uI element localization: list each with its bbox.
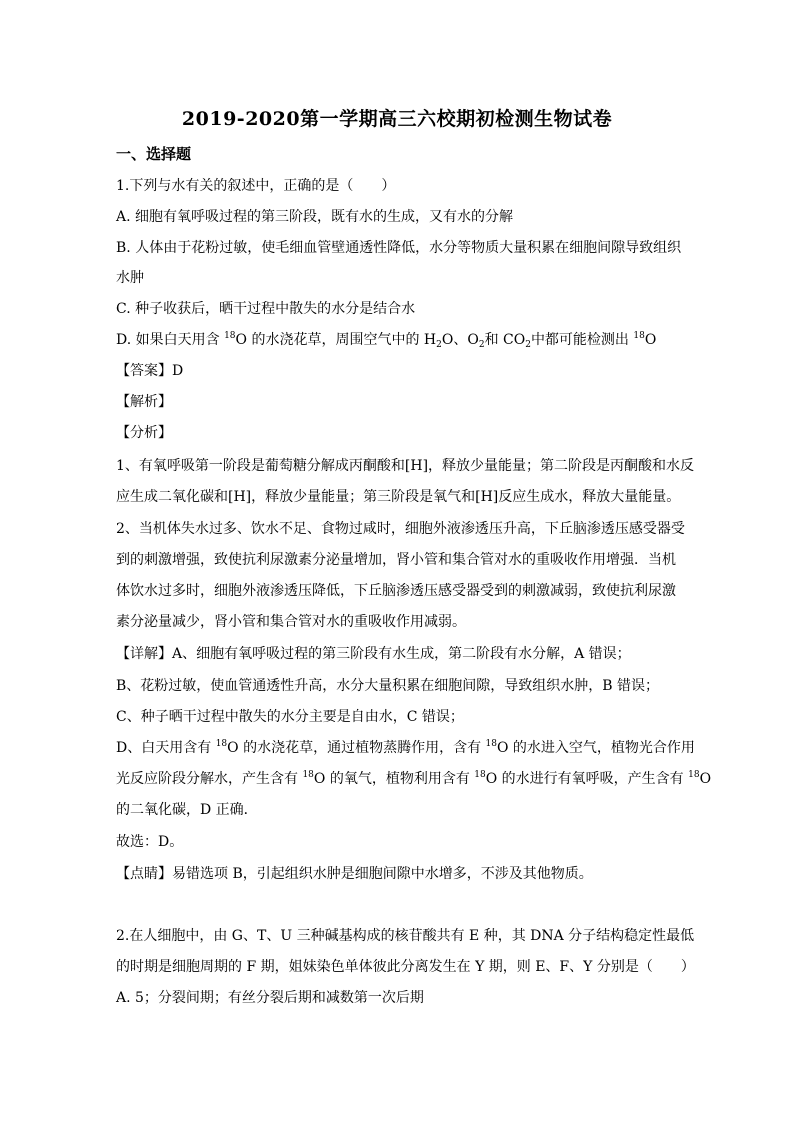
detail-c: C、种子晒干过程中散失的水分主要是自由水，C 错误；: [116, 709, 464, 725]
answer-label: 【答案】D: [116, 363, 184, 379]
analysis-heading: 【解析】: [116, 394, 172, 410]
text-run: D. 如果白天用含: [116, 332, 225, 348]
question-2-option-a: A. 5；分裂间期；有丝分裂后期和减数第一次后期: [116, 990, 424, 1006]
choose-answer: 故选：D。: [116, 834, 184, 850]
text-run: 和 CO: [484, 332, 526, 348]
analysis-paragraph-1-line1: 1、有氧呼吸第一阶段是葡萄糖分解成丙酮酸和[H]，释放少量能量；第二阶段是丙酮酸和水反: [116, 458, 695, 474]
isotope-superscript: 18: [302, 770, 314, 780]
page-title: 2019-2020第一学期高三六校期初检测生物试卷: [181, 108, 613, 130]
analysis-paragraph-1-line2: 应生成二氧化碳和[H]，释放少量能量；第三阶段是氧气和[H]反应生成水，释放大量能量。: [116, 489, 681, 505]
question-2-stem-line1: 2.在人细胞中，由 G、T、U 三种碱基构成的核苷酸共有 E 种，其 DNA 分子结构稳定性最低: [116, 928, 695, 944]
section-heading: 一、选择题: [116, 145, 192, 163]
question-1-option-a: A. 细胞有氧呼吸过程的第三阶段，既有水的生成，又有水的分解: [116, 209, 514, 225]
isotope-superscript: 18: [224, 331, 236, 341]
question-2-stem-line2: 的时期是细胞周期的 F 期，姐妹染色单体彼此分离发生在 Y 期，则 E、F、Y 分别是（ ）: [116, 959, 695, 975]
question-1-option-b-line2: 水肿: [116, 270, 144, 286]
detail-a: 【详解】A、细胞有氧呼吸过程的第三阶段有水生成，第二阶段有水分解，A 错误；: [116, 646, 631, 662]
text-run: O: [699, 771, 712, 787]
dianjing-note: 【点睛】易错选项 B，引起组织水肿是细胞间隙中水增多，不涉及其他物质。: [116, 866, 593, 882]
detail-d-line2: [116, 769, 711, 789]
isotope-superscript: 18: [633, 331, 645, 341]
text-run: D、白天用含有: [116, 740, 216, 756]
detail-b: B、花粉过敏，使血管通透性升高，水分大量积累在细胞间隙，导致组织水肿，B 错误；: [116, 678, 660, 694]
isotope-superscript: 18: [485, 739, 497, 749]
fenxi-heading: 【分析】: [116, 425, 172, 441]
analysis-paragraph-2-line2: 到的刺激增强，致使抗利尿激素分泌量增加，肾小管和集合管对水的重吸收作用增强．当机: [116, 552, 676, 568]
subscript: 2: [436, 340, 442, 350]
analysis-paragraph-2-line1: 2、当机体失水过多、饮水不足、食物过咸时，细胞外液渗透压升高，下丘脑渗透压感受器受: [116, 521, 685, 537]
question-1-option-b-line1: B. 人体由于花粉过敏，使毛细血管壁通透性降低，水分等物质大量积累在细胞间隙导致组织: [116, 240, 682, 256]
text-run: O 的水进行有氧呼吸，产生含有: [485, 771, 689, 787]
text-run: 中都可能检测出: [530, 332, 634, 348]
detail-d-line3: 的二氧化碳，D 正确．: [116, 802, 258, 818]
text-run: O、O: [441, 332, 479, 348]
text-run: O 的水进入空气，植物光合作用: [496, 740, 695, 756]
isotope-superscript: 18: [474, 770, 486, 780]
isotope-superscript: 18: [215, 739, 228, 749]
question-1-option-c: C. 种子收获后，晒干过程中散失的水分是结合水: [116, 301, 416, 317]
subscript: 2: [478, 340, 485, 350]
subscript: 2: [525, 340, 531, 350]
analysis-paragraph-2-line3: 体饮水过多时，细胞外液渗透压降低，下丘脑渗透压感受器受到的刺激减弱，致使抗利尿激: [116, 583, 676, 599]
detail-d-line1: [116, 738, 695, 758]
question-1-stem: 1.下列与水有关的叙述中，正确的是（ ）: [116, 178, 396, 194]
text-run: 光反应阶段分解水，产生含有: [116, 771, 303, 787]
text-run: O 的水浇花草，周围空气中的 H: [235, 332, 437, 348]
question-1-option-d: [116, 330, 656, 350]
isotope-superscript: 18: [688, 770, 700, 780]
text-run: O 的水浇花草，通过植物蒸腾作用，含有: [227, 740, 486, 756]
text-run: O: [644, 332, 657, 348]
text-run: O 的氧气，植物利用含有: [313, 771, 475, 787]
analysis-paragraph-2-line4: 素分泌量减少，肾小管和集合管对水的重吸收作用减弱。: [116, 614, 466, 630]
